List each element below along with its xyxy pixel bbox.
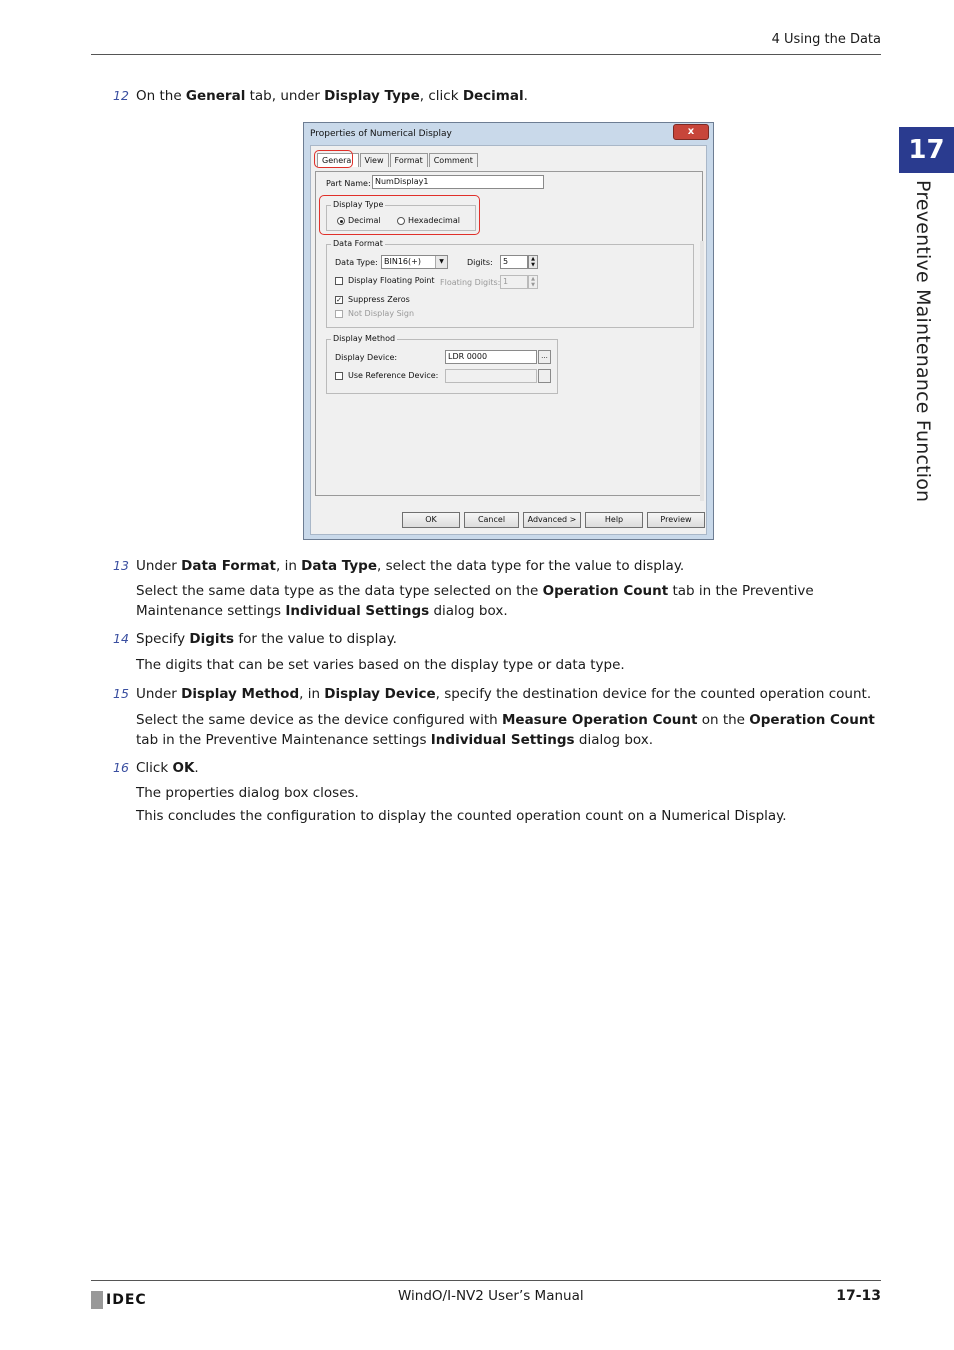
chapter-side-title: Preventive Maintenance Function [912, 180, 934, 503]
floating-point-checkbox[interactable] [335, 277, 343, 285]
data-type-value: BIN16(+) [384, 257, 421, 266]
floating-point-label: Display Floating Point [348, 276, 435, 285]
display-method-legend: Display Method [333, 334, 396, 343]
display-device-browse-button[interactable]: ... [538, 350, 551, 364]
step-number: 14 [113, 631, 129, 646]
reference-device-browse-button[interactable] [538, 369, 551, 383]
floating-digits-input[interactable]: 1 [500, 275, 528, 289]
step-number: 16 [113, 760, 129, 775]
step-14-note: The digits that can be set varies based on the display type or data type. [136, 657, 625, 673]
suppress-zeros-checkbox[interactable]: ✓ [336, 296, 342, 304]
logo-mark [91, 1291, 103, 1309]
digits-input[interactable]: 5 [500, 255, 528, 269]
not-display-sign-checkbox[interactable] [335, 310, 343, 318]
page-number: 17-13 [836, 1288, 881, 1304]
highlight-general-tab [314, 150, 353, 168]
digits-spinner[interactable]: ▲ ▼ [528, 255, 538, 269]
step-13-note: Select the same data type as the data type selected on the Operation Count tab in the Preventive Maintenance settings Individual Settings dialog box. [136, 583, 814, 619]
display-method-group [326, 334, 558, 394]
ok-button[interactable]: OK [402, 512, 460, 528]
tab-format[interactable]: Format [390, 153, 428, 167]
step-text: Specify Digits for the value to display. [136, 631, 397, 647]
general-tab-panel [315, 171, 703, 496]
data-format-legend: Data Format [333, 239, 383, 248]
chapter-number-tab: 17 [899, 127, 954, 173]
highlight-display-type [319, 195, 480, 235]
preview-button[interactable]: Preview [647, 512, 705, 528]
idec-logo [91, 1291, 147, 1309]
step-text: On the General tab, under Display Type, click Decimal. [136, 88, 528, 104]
reference-device-input[interactable] [445, 369, 537, 383]
tab-general[interactable]: General [317, 153, 359, 167]
display-device-label: Display Device: [335, 353, 398, 362]
header-section-title: 4 Using the Data [771, 32, 881, 47]
step-number: 15 [113, 686, 129, 701]
part-name-input[interactable]: NumDisplay1 [372, 175, 544, 189]
data-type-label: Data Type: [335, 258, 378, 267]
step-number: 13 [113, 558, 129, 573]
tab-comment[interactable]: Comment [429, 153, 478, 167]
manual-title: WindO/I-NV2 User’s Manual [398, 1288, 584, 1304]
step-text: Under Display Method, in Display Device, specify the destination device for the counted operation count. [136, 686, 872, 702]
step-text: Under Data Format, in Data Type, select the data type for the value to display. [136, 558, 685, 574]
footer-divider [91, 1280, 881, 1281]
data-type-select[interactable] [381, 255, 448, 269]
cancel-button[interactable]: Cancel [464, 512, 519, 528]
dialog-body [310, 145, 707, 535]
close-button[interactable]: x [673, 124, 709, 140]
data-format-group [326, 239, 694, 328]
properties-dialog [303, 122, 714, 540]
step-15-note: Select the same device as the device configured with Measure Operation Count on the Operation Count tab in the Preventive Maintenance settings Individual Settings dialog box. [136, 712, 875, 748]
step-text: Click OK. [136, 760, 199, 776]
display-type-legend: Display Type [333, 200, 384, 209]
step-16-note-2: This concludes the configuration to display the counted operation count on a Numerical Display. [136, 808, 787, 824]
logo-text: IDEC [106, 1292, 147, 1308]
use-reference-checkbox[interactable] [335, 372, 343, 380]
use-reference-label: Use Reference Device: [348, 371, 439, 380]
dialog-scrollbar[interactable] [700, 241, 704, 501]
advanced-button[interactable]: Advanced > [523, 512, 581, 528]
not-display-sign-label: Not Display Sign [348, 309, 415, 318]
floating-digits-spinner[interactable]: ▲ ▼ [528, 275, 538, 289]
digits-label: Digits: [467, 258, 493, 267]
step-16-note-1: The properties dialog box closes. [136, 785, 359, 801]
floating-digits-label: Floating Digits: [440, 278, 501, 287]
tab-view[interactable]: View [360, 153, 389, 167]
dialog-title: Properties of Numerical Display [310, 129, 452, 139]
display-device-input[interactable]: LDR 0000 [445, 350, 537, 364]
chevron-down-icon: ▼ [435, 256, 447, 268]
help-button[interactable]: Help [585, 512, 643, 528]
decimal-label: Decimal [348, 216, 381, 225]
part-name-label: Part Name: [326, 179, 371, 188]
hexadecimal-label: Hexadecimal [408, 216, 460, 225]
step-number: 12 [113, 88, 129, 103]
suppress-zeros-label: Suppress Zeros [348, 295, 410, 304]
header-divider [91, 54, 881, 55]
